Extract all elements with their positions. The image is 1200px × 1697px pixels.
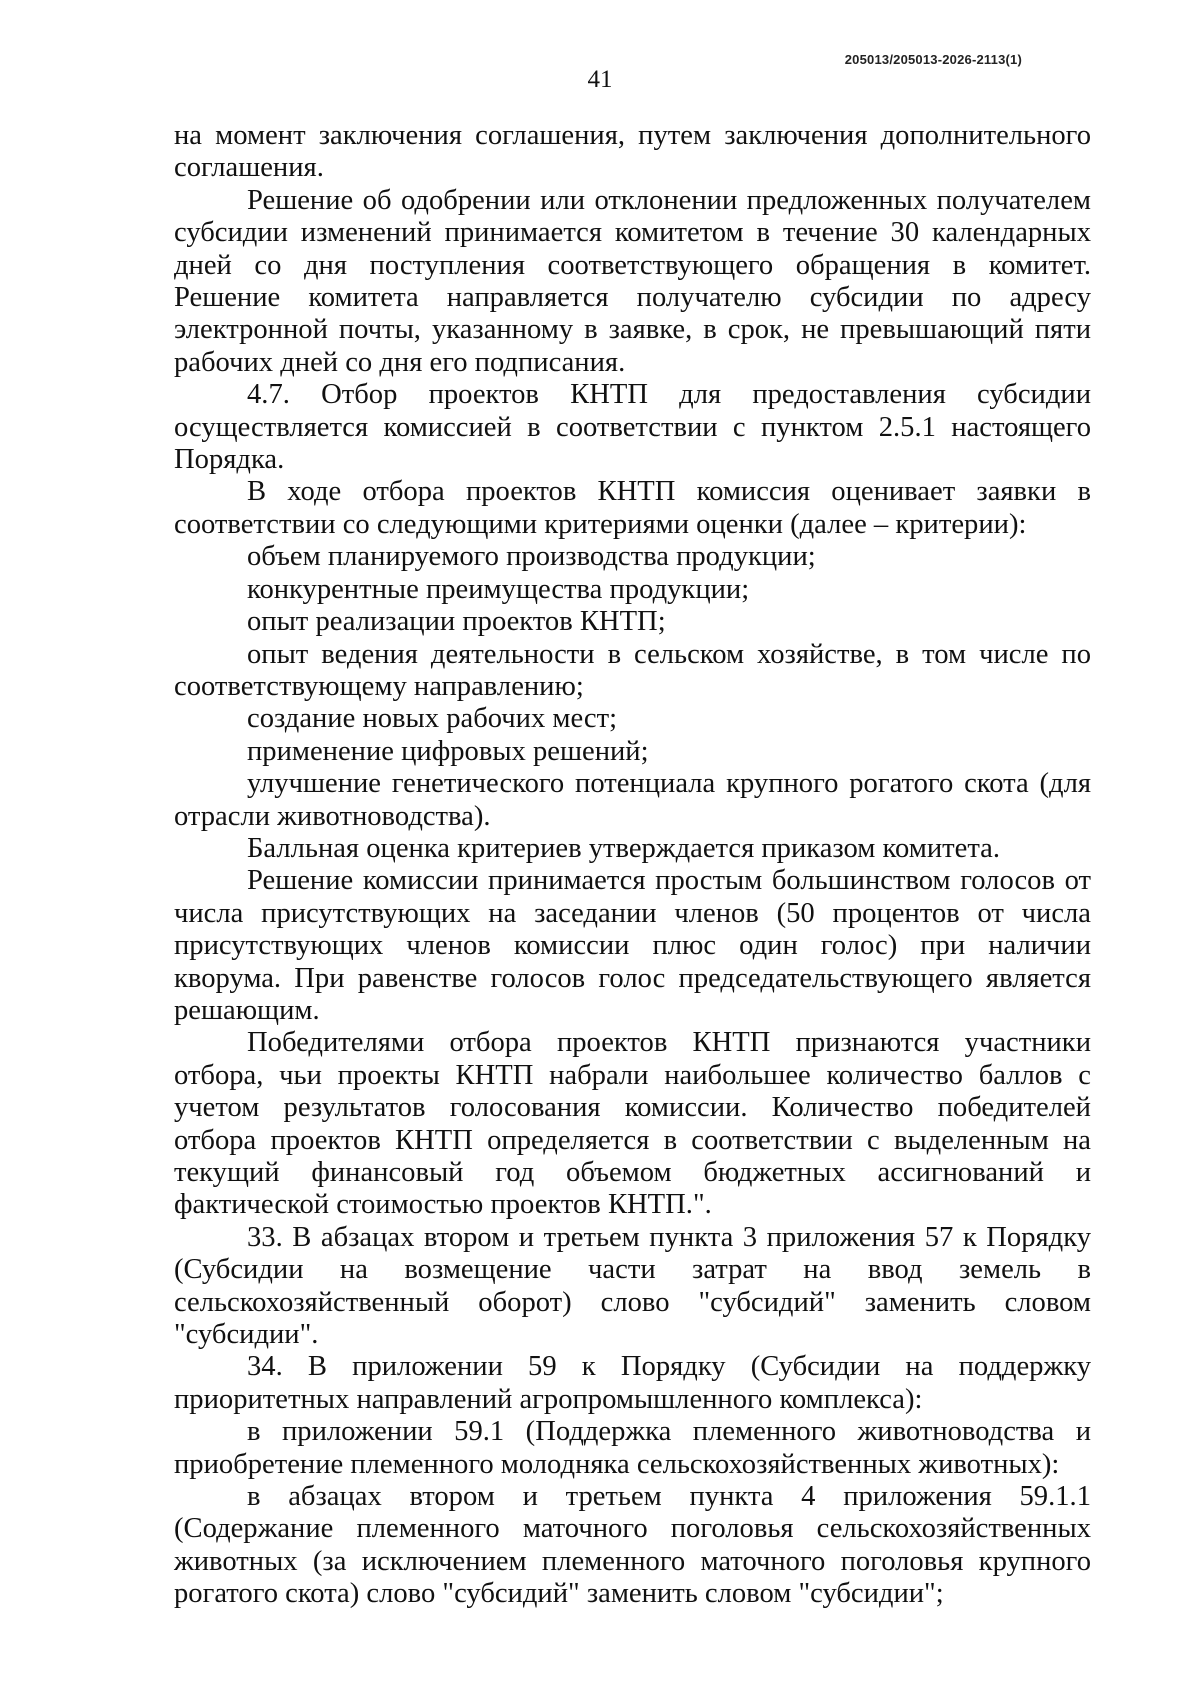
paragraph-appendix-59-1: в приложении 59.1 (Поддержка племенного животноводства и приобретение племенного молодняка сельскохозяйственных животных): bbox=[174, 1416, 1091, 1480]
paragraph-item-33: 33. В абзацах втором и третьем пункта 3 приложения 57 к Порядку (Субсидии на возмещение части затрат на ввод земель в сельскохозяйственный оборот) слово "субсидий" заменить словом "субсидии". bbox=[174, 1221, 1091, 1351]
criterion-genetic-potential: улучшение генетического потенциала крупного рогатого скота (для отрасли животноводства). bbox=[174, 768, 1091, 832]
paragraph-committee-decision: Решение об одобрении или отклонении предложенных получателем субсидии изменений принимается комитетом в течение 30 календарных дней со дня поступления соответствующего обращения в комитет. Решение комитета направляется получателю субсидии по адресу электронной почты, указанному в заявке, в срок, не превышающий пяти рабочих дней со дня его подписания. bbox=[174, 184, 1091, 378]
paragraph-scoring: Балльная оценка критериев утверждается приказом комитета. bbox=[247, 832, 1001, 864]
criterion-competitive-advantages: конкурентные преимущества продукции; bbox=[247, 573, 750, 605]
paragraph-appendix-59-1-1: в абзацах втором и третьем пункта 4 приложения 59.1.1 (Содержание племенного маточного поголовья сельскохозяйственных животных (за исключением племенного маточного поголовья крупного рогатого скота) слово "субсидий" заменить словом "субсидии"; bbox=[174, 1481, 1091, 1610]
criterion-project-experience: опыт реализации проектов КНТП; bbox=[247, 606, 666, 638]
document-body bbox=[174, 120, 1091, 1611]
criterion-production-volume: объем планируемого производства продукции; bbox=[247, 541, 816, 573]
paragraph-commission-decision: Решение комиссии принимается простым большинством голосов от числа присутствующих на заседании членов (50 процентов от числа присутствующих членов комиссии плюс один голос) при наличии кворума. При равенстве голосов голос председательствующего является решающим. bbox=[174, 865, 1091, 1026]
document-id: 205013/205013-2026-2113(1) bbox=[844, 52, 1022, 67]
criterion-digital-solutions: применение цифровых решений; bbox=[247, 735, 649, 767]
page-number: 41 bbox=[587, 66, 613, 93]
paragraph-evaluation-criteria-intro: В ходе отбора проектов КНТП комиссия оценивает заявки в соответствии со следующими критериями оценки (далее – критерии): bbox=[174, 476, 1091, 540]
paragraph-4-7: 4.7. Отбор проектов КНТП для предоставления субсидии осуществляется комиссией в соответствии с пунктом 2.5.1 настоящего Порядка. bbox=[174, 379, 1091, 476]
criterion-new-jobs: создание новых рабочих мест; bbox=[247, 703, 618, 735]
criterion-agriculture-experience: опыт ведения деятельности в сельском хозяйстве, в том числе по соответствующему направлению; bbox=[174, 638, 1091, 702]
paragraph-item-34: 34. В приложении 59 к Порядку (Субсидии на поддержку приоритетных направлений агропромышленного комплекса): bbox=[174, 1351, 1091, 1415]
paragraph-continuation: на момент заключения соглашения, путем заключения дополнительного соглашения. bbox=[174, 120, 1091, 184]
paragraph-winners: Победителями отбора проектов КНТП признаются участники отбора, чьи проекты КНТП набрали наибольшее количество баллов с учетом результатов голосования комиссии. Количество победителей отбора проектов КНТП определяется в соответствии с выделенным на текущий финансовый год объемом бюджетных ассигнований и фактической стоимостью проектов КНТП.". bbox=[174, 1027, 1091, 1221]
